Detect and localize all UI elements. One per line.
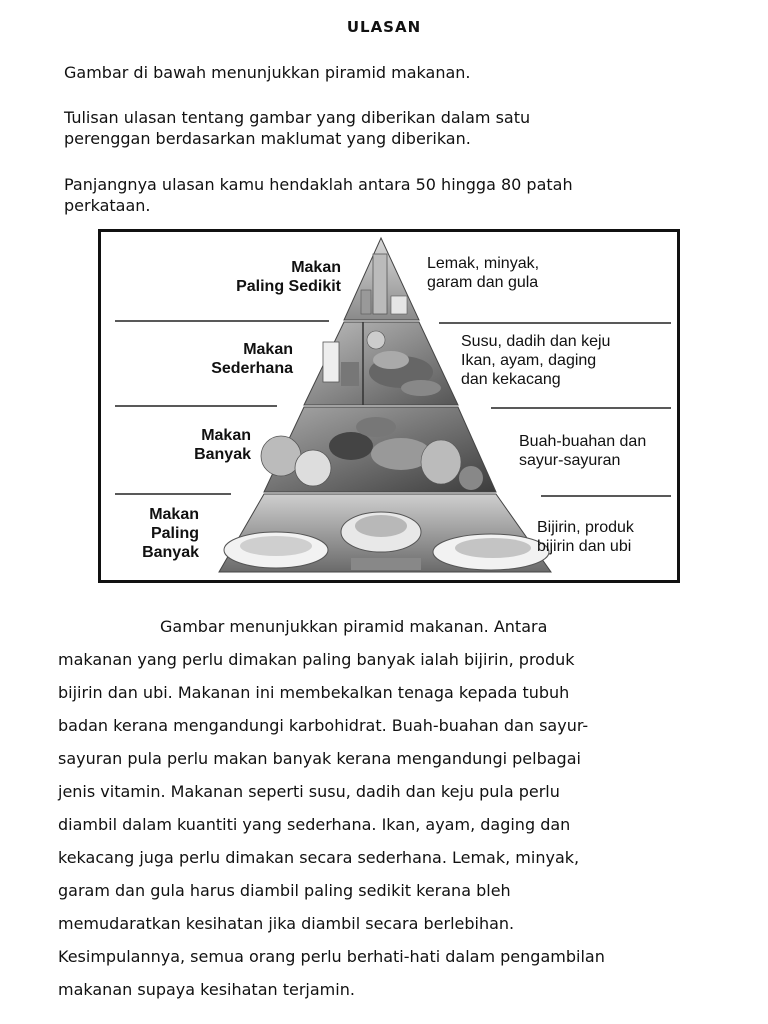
- label-most-eat-line3: Banyak: [142, 544, 199, 561]
- label-moderate-eat-line1: Makan: [243, 341, 293, 358]
- essay-line: memudaratkan kesihatan jika diambil secara berlebihan.: [58, 914, 515, 933]
- essay-line: makanan yang perlu dimakan paling banyak ialah bijirin, produk: [58, 650, 575, 669]
- essay-line: makanan supaya kesihatan terjamin.: [58, 980, 355, 999]
- essay-line: garam dan gula harus diambil paling sedikit kerana bleh: [58, 881, 511, 900]
- essay-line: Gambar menunjukkan piramid makanan. Antara: [160, 617, 548, 636]
- label-fruits-vegetables: [519, 432, 669, 470]
- label-least-eat: [213, 258, 341, 296]
- label-fats-oils-line2: garam dan gula: [427, 274, 539, 291]
- essay-paragraph: [58, 610, 738, 1006]
- essay-line: sayuran pula perlu makan banyak kerana mengandungi pelbagai: [58, 749, 581, 768]
- label-grains-line1: Bijirin, produk: [537, 519, 634, 536]
- instruction-2-line-b: perenggan berdasarkan maklumat yang diberikan.: [64, 129, 471, 148]
- instruction-3-line-b: perkataan.: [64, 196, 151, 215]
- label-fats-oils: [427, 254, 657, 292]
- label-dairy-protein-line3: dan kekacang: [461, 371, 561, 388]
- essay-line: badan kerana mengandungi karbohidrat. Buah-buahan dan sayur-: [58, 716, 589, 735]
- label-fruits-vegetables-line2: sayur-sayuran: [519, 452, 621, 469]
- instruction-2: [64, 107, 714, 149]
- page-title: ULASAN: [346, 18, 422, 36]
- instruction-3: [64, 174, 714, 216]
- essay-line: bijirin dan ubi. Makanan ini membekalkan tenaga kepada tubuh: [58, 683, 570, 702]
- label-grains-line2: bijirin dan ubi: [537, 538, 632, 555]
- label-most-eat: [125, 505, 199, 562]
- label-much-eat-line2: Banyak: [194, 446, 251, 463]
- label-moderate-eat-line2: Sederhana: [211, 360, 293, 377]
- label-most-eat-line2: Paling: [150, 525, 199, 542]
- label-dairy-protein-line2: Ikan, ayam, daging: [461, 352, 597, 369]
- instruction-1-text: Gambar di bawah menunjukkan piramid makanan.: [64, 63, 471, 82]
- instruction-3-line-a: Panjangnya ulasan kamu hendaklah antara 50 hingga 80 patah: [64, 175, 573, 194]
- instruction-2-line-a: Tulisan ulasan tentang gambar yang diberikan dalam satu: [64, 108, 531, 127]
- food-pyramid-figure: [98, 229, 680, 583]
- label-much-eat-line1: Makan: [201, 427, 251, 444]
- essay-line: jenis vitamin. Makanan seperti susu, dadih dan keju pula perlu: [58, 782, 560, 801]
- label-moderate-eat: [181, 340, 293, 378]
- instruction-1: [64, 62, 714, 83]
- essay-line: kekacang juga perlu dimakan secara sederhana. Lemak, minyak,: [58, 848, 580, 867]
- label-much-eat: [161, 426, 251, 464]
- label-fats-oils-line1: Lemak, minyak,: [427, 255, 540, 272]
- label-dairy-protein-line1: Susu, dadih dan keju: [461, 333, 611, 350]
- label-fruits-vegetables-line1: Buah-buahan dan: [519, 433, 647, 450]
- label-grains: [537, 518, 669, 556]
- essay-line: Kesimpulannya, semua orang perlu berhati-hati dalam pengambilan: [58, 947, 605, 966]
- label-least-eat-line2: Paling Sedikit: [236, 278, 341, 295]
- label-most-eat-line1: Makan: [149, 506, 199, 523]
- label-least-eat-line1: Makan: [291, 259, 341, 276]
- label-dairy-protein: [461, 332, 671, 389]
- essay-line: diambil dalam kuantiti yang sederhana. Ikan, ayam, daging dan: [58, 815, 571, 834]
